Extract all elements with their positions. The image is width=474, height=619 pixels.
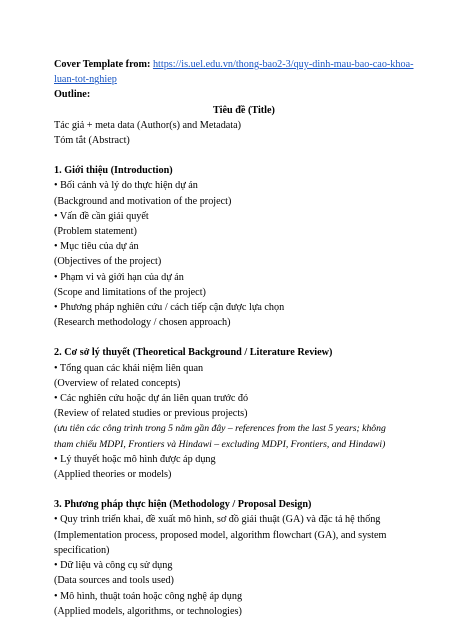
section2-line: (Overview of related concepts): [54, 377, 181, 389]
section3-line: (Implementation process, proposed model, algorithm flowchart (GA), and system: [54, 529, 387, 541]
section1-line: • Vấn đề cần giải quyết: [54, 210, 149, 222]
section3-line: (Applied models, algorithms, or technologies): [54, 605, 242, 617]
section3-line: • Mô hình, thuật toán hoặc công nghệ áp dụng: [54, 590, 243, 602]
section3-line: • Dữ liệu và công cụ sử dụng: [54, 560, 173, 572]
section2-note: tham chiếu MDPI, Frontiers và Hindawi – excluding MDPI, Frontiers, and Hindawi): [54, 438, 386, 450]
section2-line: • Lý thuyết hoặc mô hình được áp dụng: [54, 453, 216, 465]
section1-line: • Phương pháp nghiên cứu / cách tiếp cận được lựa chọn: [54, 302, 285, 314]
section2-line: • Các nghiên cứu hoặc dự án liên quan trước đó: [54, 393, 249, 405]
cover-line: [54, 57, 434, 72]
section1-heading: 1. Giới thiệu (Introduction): [54, 165, 173, 177]
section2-heading: 2. Cơ sở lý thuyết (Theoretical Background / Literature Review): [54, 347, 333, 359]
section1-line: (Problem statement): [54, 226, 137, 238]
section1-line: (Background and motivation of the project): [54, 195, 232, 207]
cover-label: Cover Template from:: [54, 59, 151, 70]
section3-line: • Quy trình triển khai, đề xuất mô hình, sơ đồ giải thuật (GA) và đặc tả hệ thống: [54, 514, 381, 526]
cover-link-continued[interactable]: luan-tot-nghiep: [54, 74, 117, 86]
section1-line: • Bối cảnh và lý do thực hiện dự án: [54, 180, 198, 192]
section1-line: • Phạm vi và giới hạn của dự án: [54, 271, 184, 283]
section2-line: (Applied theories or models): [54, 469, 172, 481]
section1-line: • Mục tiêu của dự án: [54, 241, 139, 253]
section2-line: • Tổng quan các khái niệm liên quan: [54, 362, 204, 374]
front-matter-line: Tác giả + meta data (Author(s) and Metadata): [54, 119, 242, 131]
section3-line: specification): [54, 544, 110, 556]
section1-line: (Objectives of the project): [54, 256, 162, 268]
section3-heading: 3. Phương pháp thực hiện (Methodology / Proposal Design): [54, 499, 312, 511]
front-matter-line: Tóm tắt (Abstract): [54, 135, 130, 147]
section2-line: (Review of related studies or previous projects): [54, 408, 248, 420]
outline-label: Outline:: [54, 89, 91, 101]
document-body: [54, 57, 434, 619]
title-line: Tiêu đề (Title): [213, 104, 275, 116]
section1-line: (Research methodology / chosen approach): [54, 317, 231, 329]
section3-line: (Data sources and tools used): [54, 575, 174, 587]
section1-line: (Scope and limitations of the project): [54, 286, 206, 298]
section2-note: (ưu tiên các công trình trong 5 năm gần đây – references from the last 5 years; không: [54, 423, 386, 435]
cover-link[interactable]: https://is.uel.edu.vn/thong-bao2-3/quy-dinh-mau-bao-cao-khoa-: [152, 59, 414, 70]
